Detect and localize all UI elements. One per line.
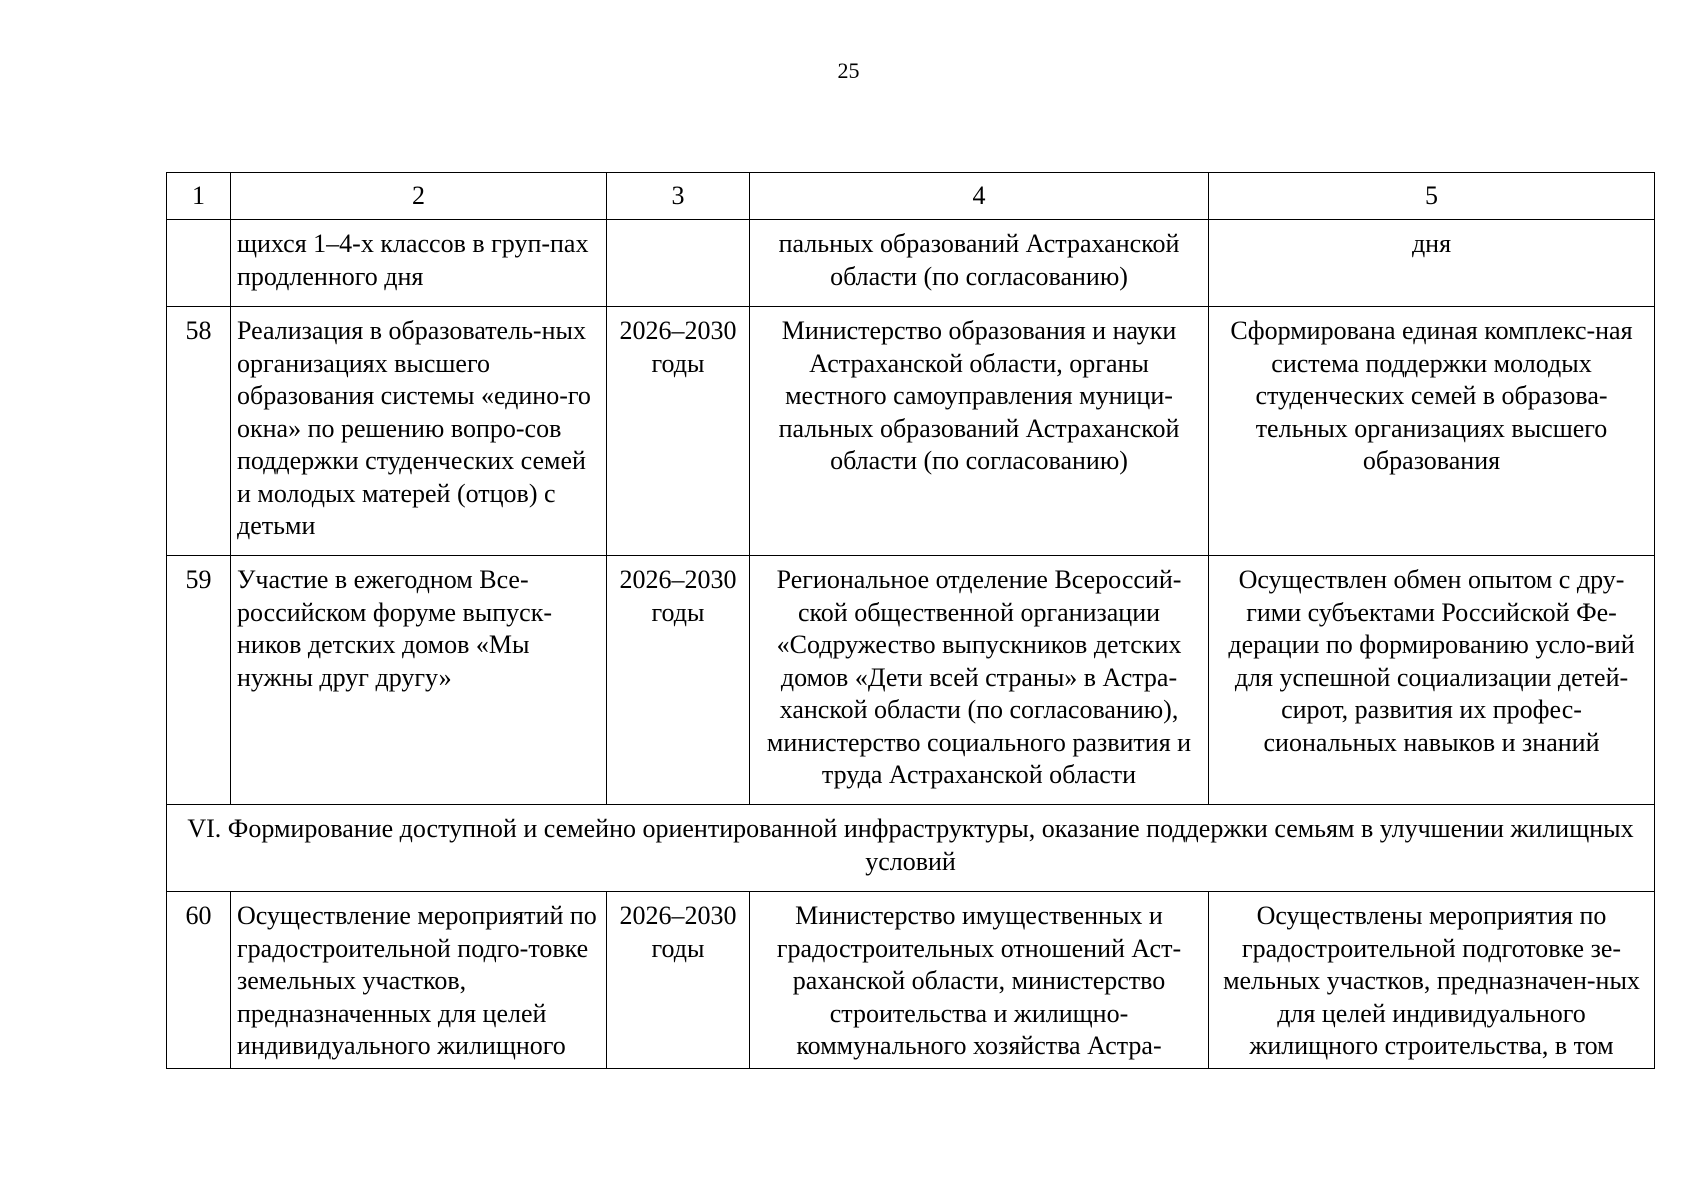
- header-cell-3: 3: [607, 173, 750, 220]
- executor-cell: Министерство образования и науки Астраханской области, органы местного самоуправления муници-пальных образований Астраханской области (по согласованию): [750, 307, 1209, 556]
- section-heading-row: [167, 805, 1655, 892]
- executor-cell: пальных образований Астраханской области (по согласованию): [750, 220, 1209, 307]
- activity-name-cell: щихся 1–4-х классов в груп-пах продленного дня: [231, 220, 607, 307]
- table-row: [167, 892, 1655, 1069]
- page-number: 25: [837, 58, 860, 83]
- executor-cell: Министерство имущественных и градостроительных отношений Аст-раханской области, министерство строительства и жилищно-коммунального хозяйства Астра-: [750, 892, 1209, 1069]
- row-number-cell: 58: [167, 307, 231, 556]
- row-number-cell: [167, 220, 231, 307]
- term-cell: [607, 220, 750, 307]
- section-heading: VI. Формирование доступной и семейно ориентированной инфраструктуры, оказание поддержки семьям в улучшении жилищных условий: [167, 805, 1655, 892]
- activity-name-cell: Реализация в образователь-ных организациях высшего образования системы «едино-го окна» по решению вопро-сов поддержки студенческих семей и молодых матерей (отцов) с детьми: [231, 307, 607, 556]
- result-cell: Осуществлены мероприятия по градостроительной подготовке зе-мельных участков, предназначен-ных для целей индивидуального жилищного строительства, в том: [1209, 892, 1655, 1069]
- result-cell: Осуществлен обмен опытом с дру-гими субъектами Российской Фе-дерации по формированию усло-вий для успешной социализации детей-сирот, развития их профес-сиональных навыков и знаний: [1209, 556, 1655, 805]
- row-number-cell: 60: [167, 892, 231, 1069]
- term-cell: 2026–2030 годы: [607, 556, 750, 805]
- header-cell-4: 4: [750, 173, 1209, 220]
- table-row-continuation: [167, 220, 1655, 307]
- result-cell: Сформирована единая комплекс-ная система поддержки молодых студенческих семей в образова-тельных организациях высшего образования: [1209, 307, 1655, 556]
- executor-cell: Региональное отделение Всероссий-ской общественной организации «Содружество выпускников детских домов «Дети всей страны» в Астра-ханской области (по согласованию), министерство социального развития и труда Астраханской области: [750, 556, 1209, 805]
- plan-table: [166, 172, 1655, 1069]
- table-row: [167, 556, 1655, 805]
- term-cell: 2026–2030 годы: [607, 307, 750, 556]
- table-header-row: [167, 173, 1655, 220]
- term-cell: 2026–2030 годы: [607, 892, 750, 1069]
- table-row: [167, 307, 1655, 556]
- row-number-cell: 59: [167, 556, 231, 805]
- header-cell-1: 1: [167, 173, 231, 220]
- activity-name-cell: Осуществление мероприятий по градостроительной подго-товке земельных участков, предназначенных для целей индивидуального жилищного: [231, 892, 607, 1069]
- header-cell-2: 2: [231, 173, 607, 220]
- header-cell-5: 5: [1209, 173, 1655, 220]
- activity-name-cell: Участие в ежегодном Все-российском форуме выпуск-ников детских домов «Мы нужны друг другу»: [231, 556, 607, 805]
- result-cell: дня: [1209, 220, 1655, 307]
